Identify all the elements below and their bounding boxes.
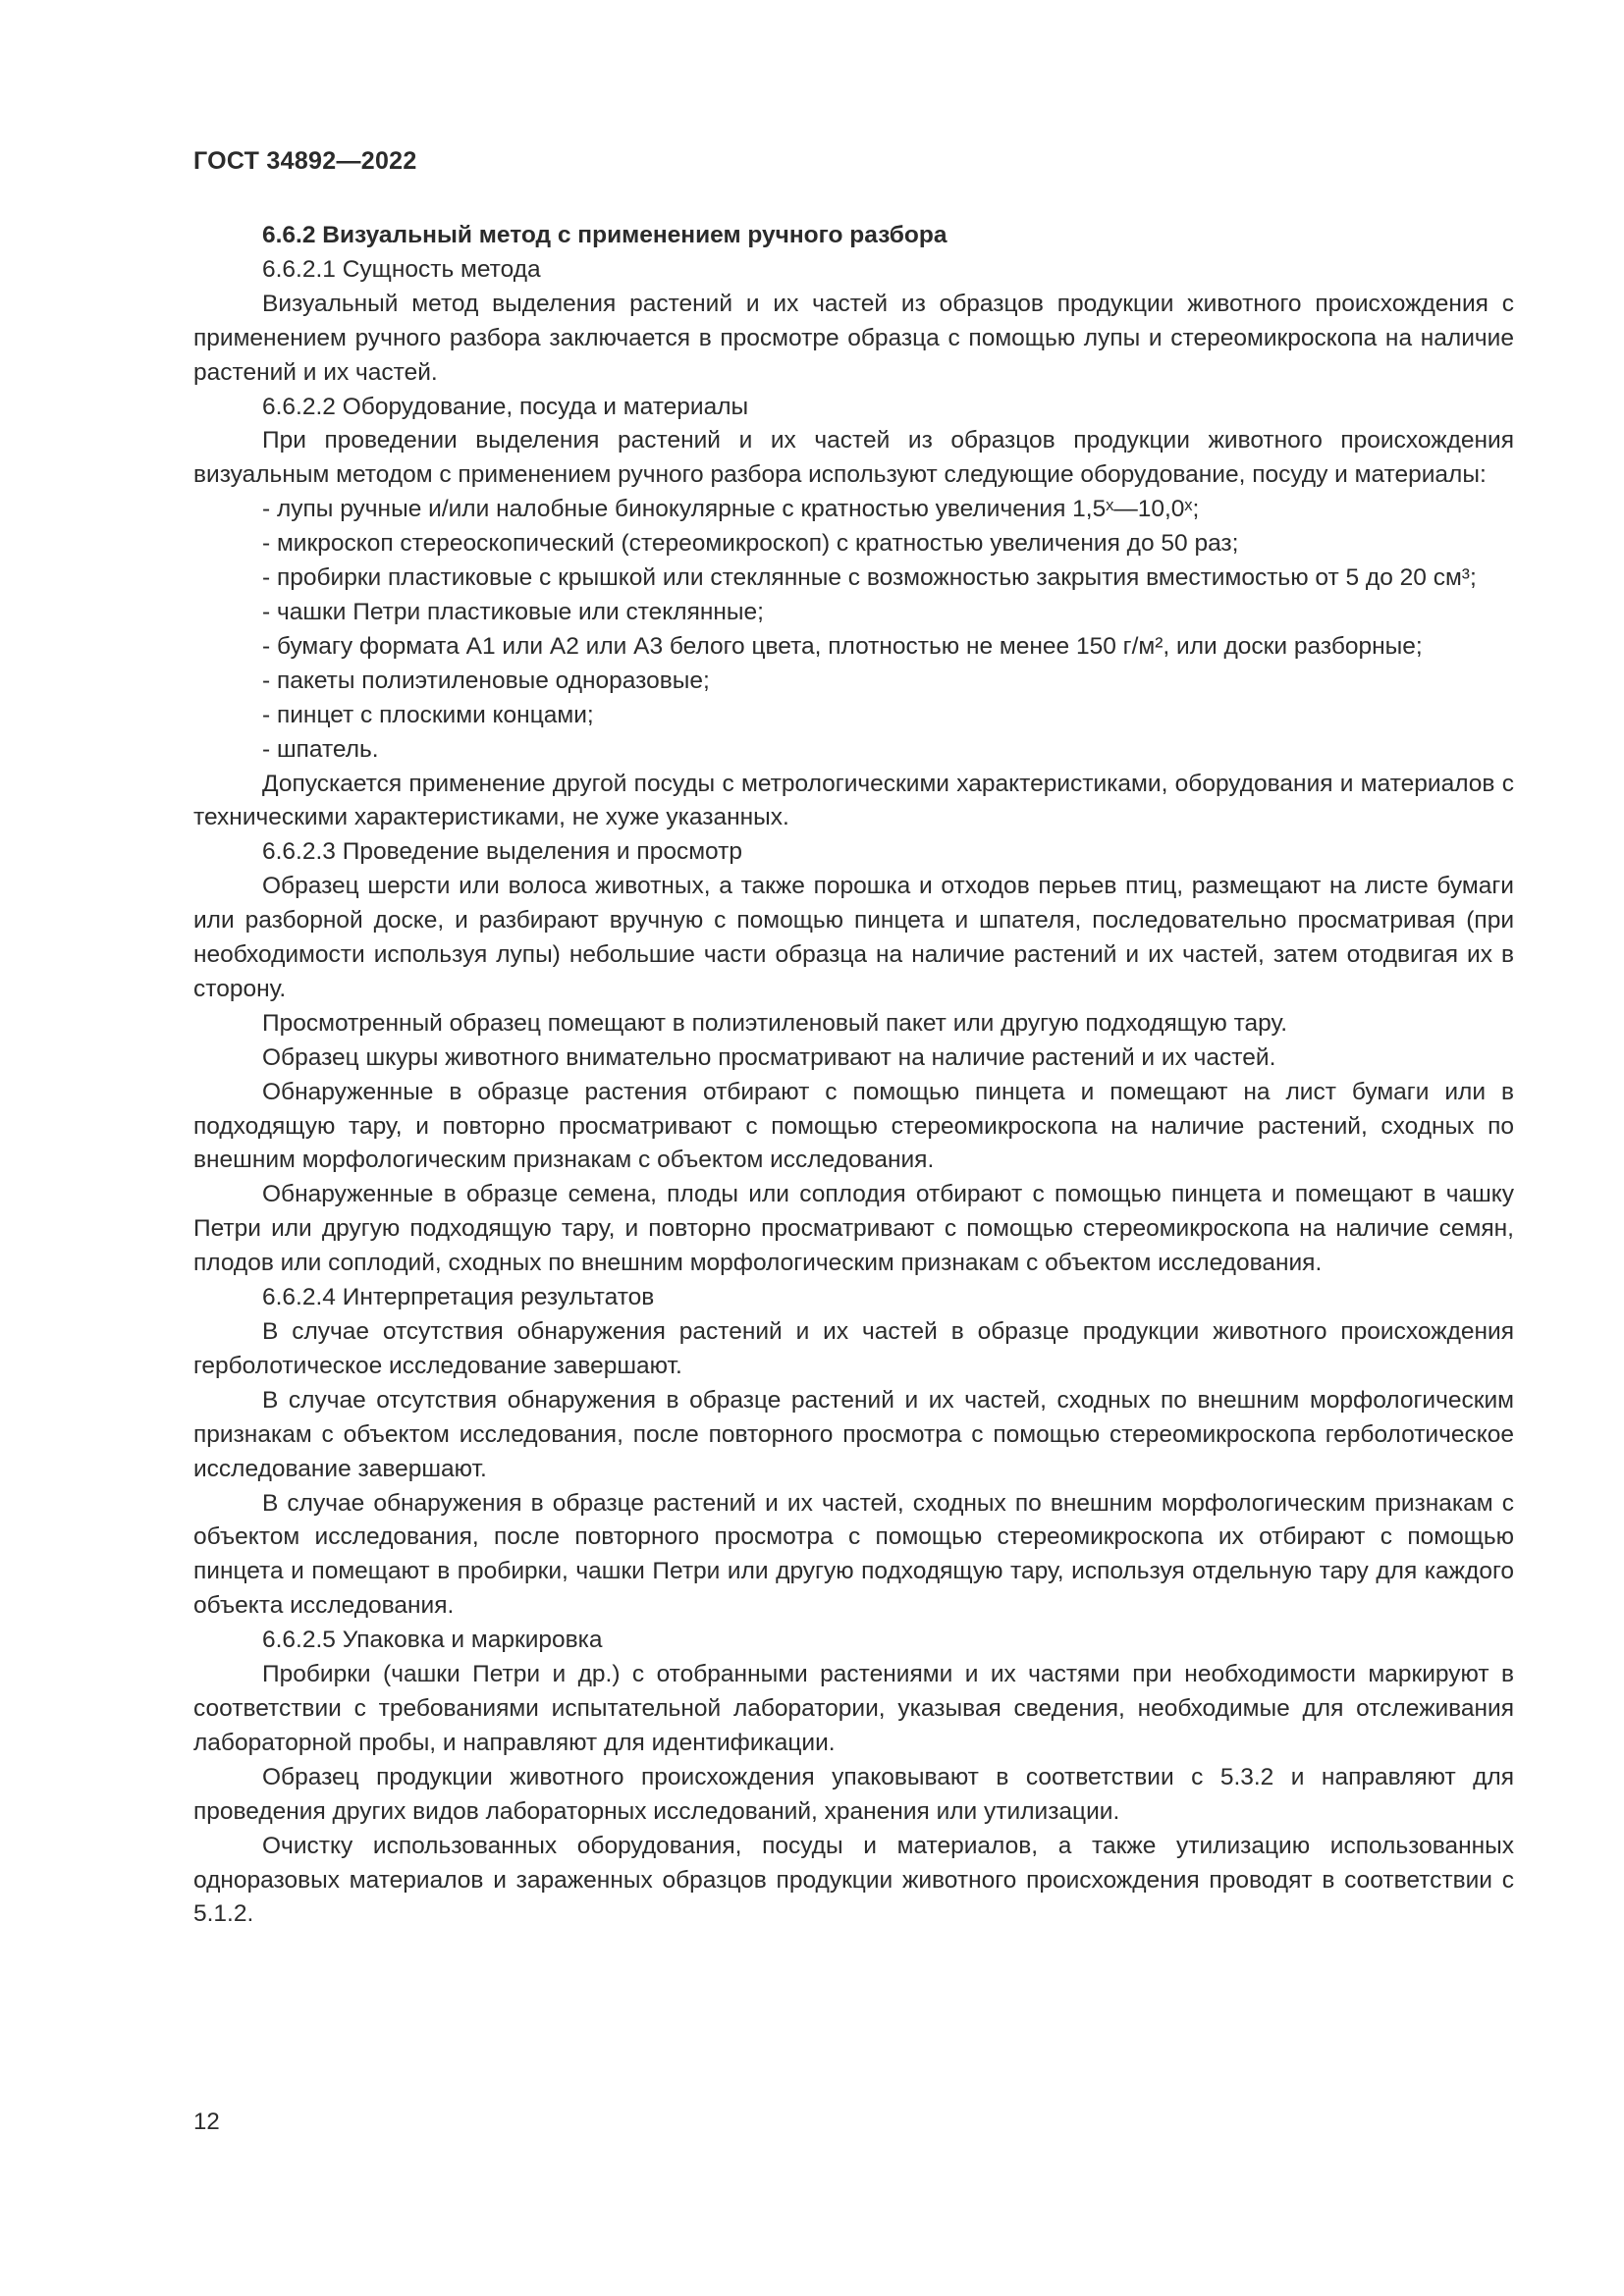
list-item: - чашки Петри пластиковые или стеклянные;: [262, 598, 764, 625]
subsection-heading: 6.6.2.2 Оборудование, посуда и материалы: [262, 393, 749, 420]
list-item: - лупы ручные и/или налобные бинокулярные с кратностью увеличения 1,5ˣ—10,0ˣ;: [262, 496, 1200, 523]
paragraph: Пробирки (чашки Петри и др.) с отобранными растениями и их частями при необходимости маркируют в соответствии с требованиями испытательной лаборатории, указывая сведения, необходимые для отслеживания лабораторной пробы, и направляют для идентификации.: [193, 1661, 1514, 1756]
list-item: - бумагу формата А1 или А2 или А3 белого цвета, плотностью не менее 150 г/м², или доски разборные;: [262, 632, 1423, 660]
page-number: 12: [193, 2109, 220, 2135]
list-item: - микроскоп стереоскопический (стереомикроскоп) с кратностью увеличения до 50 раз;: [262, 530, 1239, 558]
paragraph: Допускается применение другой посуды с метрологическими характеристиками, оборудования и материалов с техническими характеристиками, не хуже указанных.: [193, 770, 1514, 831]
paragraph: В случае отсутствия обнаружения в образце растений и их частей, сходных по внешним морфологическим признакам с объектом исследования, после повторного просмотра с помощью стереомикроскопа герболотическое исследование завершают.: [193, 1386, 1514, 1482]
document-body: [193, 219, 1514, 1932]
paragraph: Визуальный метод выделения растений и их частей из образцов продукции животного происхождения с применением ручного разбора заключается в просмотре образца с помощью лупы и стереомикроскопа на наличие растений и их частей.: [193, 290, 1514, 386]
list-item: - пакеты полиэтиленовые одноразовые;: [262, 667, 710, 694]
paragraph: В случае отсутствия обнаружения растений и их частей в образце продукции животного происхождения герболотическое исследование завершают.: [193, 1318, 1514, 1379]
subsection-heading: 6.6.2.3 Проведение выделения и просмотр: [262, 838, 742, 866]
paragraph: В случае обнаружения в образце растений и их частей, сходных по внешним морфологическим признакам с объектом исследования, после повторного просмотра с помощью стереомикроскопа их отбирают с помощью пинцета и помещают в пробирки, чашки Петри или другую подходящую тару, используя отдельную тару для каждого объекта исследования.: [193, 1489, 1514, 1620]
paragraph: Образец продукции животного происхождения упаковывают в соответствии с 5.3.2 и направляют для проведения других видов лабораторных исследований, хранения или утилизации.: [193, 1763, 1514, 1825]
paragraph: Образец шкуры животного внимательно просматривают на наличие растений и их частей.: [262, 1043, 1276, 1071]
paragraph: При проведении выделения растений и их частей из образцов продукции животного происхождения визуальным методом с применением ручного разбора используют следующие оборудование, посуду и материалы:: [193, 427, 1514, 489]
subsection-heading: 6.6.2.5 Упаковка и маркировка: [262, 1627, 603, 1654]
subsection-heading: 6.6.2.1 Сущность метода: [262, 255, 541, 283]
paragraph: Очистку использованных оборудования, посуды и материалов, а также утилизацию использованных одноразовых материалов и зараженных образцов продукции животного происхождения проводят в соответствии с 5.1.2.: [193, 1832, 1514, 1928]
section-title: 6.6.2 Визуальный метод с применением ручного разбора: [262, 222, 947, 248]
paragraph: Просмотренный образец помещают в полиэтиленовый пакет или другую подходящую тару.: [262, 1009, 1288, 1037]
list-item: - пинцет с плоскими концами;: [262, 701, 594, 728]
subsection-heading: 6.6.2.4 Интерпретация результатов: [262, 1284, 655, 1311]
list-item: - пробирки пластиковые с крышкой или стеклянные с возможностью закрытия вместимостью от 5 до 20 см³;: [262, 564, 1477, 592]
document-header: ГОСТ 34892—2022: [193, 147, 417, 175]
paragraph: Обнаруженные в образце растения отбирают с помощью пинцета и помещают на лист бумаги или в подходящую тару, и повторно просматривают с помощью стереомикроскопа на наличие растений, сходных по внешним морфологическим признакам с объектом исследования.: [193, 1078, 1514, 1174]
paragraph: Обнаруженные в образце семена, плоды или соплодия отбирают с помощью пинцета и помещают в чашку Петри или другую подходящую тару, и повторно просматривают с помощью стереомикроскопа на наличие семян, плодов или соплодий, сходных по внешним морфологическим признакам с объектом исследования.: [193, 1181, 1514, 1277]
paragraph: Образец шерсти или волоса животных, а также порошка и отходов перьев птиц, размещают на листе бумаги или разборной доске, и разбирают вручную с помощью пинцета и шпателя, последовательно просматривая (при необходимости используя лупы) небольшие части образца на наличие растений и их частей, затем отодвигая их в сторону.: [193, 873, 1514, 1002]
list-item: - шпатель.: [262, 735, 379, 763]
